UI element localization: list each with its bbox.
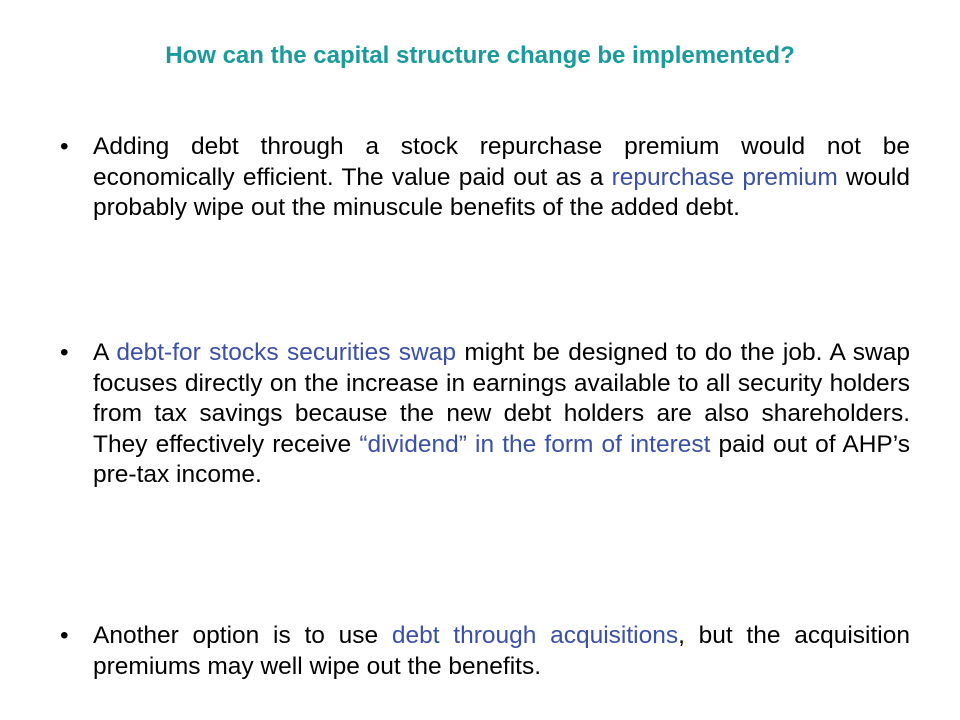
bullet-text-segment: , but the acquisition premiums may well wipe out the benefits. — [93, 622, 910, 680]
bullet-item — [60, 338, 910, 491]
highlighted-term: debt through acquisitions — [391, 622, 679, 649]
bullet-text-segment: Another option is to use — [93, 622, 392, 649]
highlighted-term: debt-for stocks securities swap — [116, 339, 457, 366]
slide-title: How can the capital structure change be implemented? — [165, 42, 795, 69]
bullet-text-segment: Adding debt through a stock repurchase premium would not be economically efficient. The value paid out as a — [93, 133, 910, 191]
bullet-icon: • — [60, 622, 69, 649]
bullet-item — [60, 132, 910, 224]
bullet-text-segment: paid out of AHP’s pre-tax income. — [93, 430, 910, 488]
bullet-icon: • — [60, 339, 69, 366]
bullet-text — [93, 338, 910, 491]
bullet-text-segment: might be designed to do the job. A swap focuses directly on the increase in earnings available to all security holders from tax savings because the new debt holders are also shareholders. They effectively receive — [93, 339, 911, 458]
bullet-item — [60, 621, 910, 682]
bullet-text — [93, 621, 910, 682]
bullet-text-segment: A — [93, 339, 117, 366]
bullet-icon: • — [60, 133, 69, 160]
bullet-text — [93, 132, 910, 224]
highlighted-term: repurchase premium — [611, 163, 838, 191]
bullet-text-segment: would probably wipe out the minuscule benefits of the added debt. — [93, 163, 910, 221]
highlighted-term: “dividend” in the form of interest — [359, 430, 711, 458]
